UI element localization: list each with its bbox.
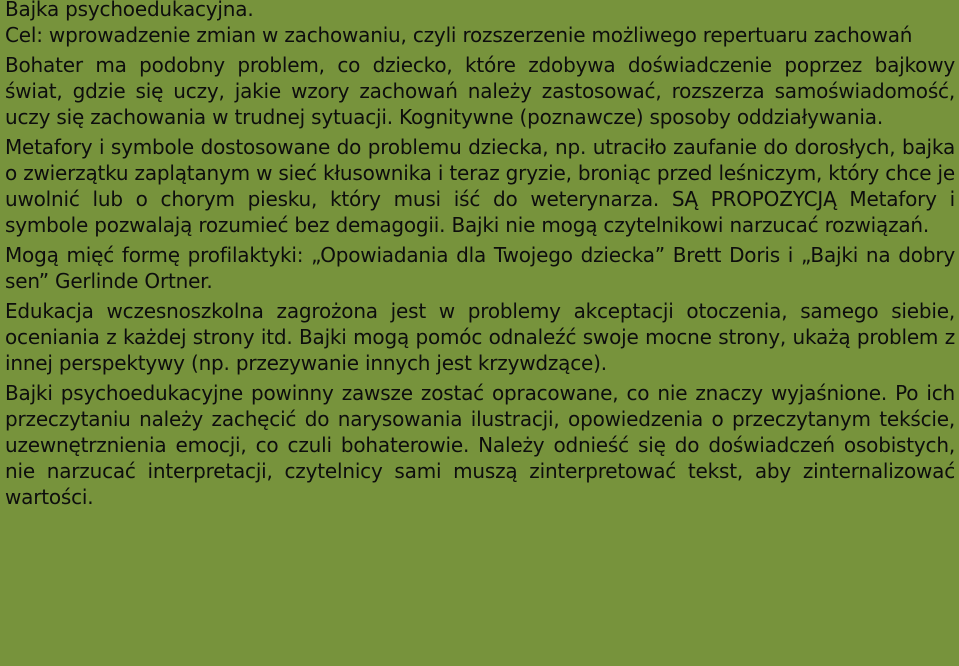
- paragraph-hero: Bohater ma podobny problem, co dziecko, które zdobywa doświadczenie poprzez bajkowy świat, gdzie się uczy, jakie wzory zachowań należy zastosować, rozszerza samoświadomość, uczy się zachowania w trudnej sytuacji. Kognitywne (poznawcze) sposoby oddziaływania.: [5, 53, 955, 129]
- slide-title: Bajka psychoedukacyjna.: [5, 0, 254, 21]
- paragraph-prevention: Mogą mięć formę profilaktyki: „Opowiadania dla Twojego dziecka” Brett Doris i „Bajki na dobry sen” Gerlinde Ortner.: [5, 243, 955, 293]
- paragraph-education: Edukacja wczesnoszkolna zagrożona jest w problemy akceptacji otoczenia, samego siebie, oceniania z każdej strony itd. Bajki mogą pomóc odnaleźć swoje mocne strony, ukażą problem z innej perspektywy (np. przezywanie innych jest krzywdzące).: [5, 299, 955, 375]
- paragraph-processing: Bajki psychoedukacyjne powinny zawsze zostać opracowane, co nie znaczy wyjaśnione. Po ich przeczytaniu należy zachęcić do narysowania ilustracji, opowiedzenia o przeczytanym tekście, uzewnętrznienia emocji, co czuli bohaterowie. Należy odnieść się do doświadczeń osobistych, nie narzucać interpretacji, czytelnicy sami muszą zinterpretować tekst, aby zinternalizować wartości.: [5, 381, 955, 509]
- paragraph-metaphors: Metafory i symbole dostosowane do problemu dziecka, np. utraciło zaufanie do dorosłych, bajka o zwierzątku zaplątanym w sieć kłusownika i teraz gryzie, broniąc przed leśniczym, który chce je uwolnić lub o chorym piesku, który musi iść do weterynarza. SĄ PROPOZYCJĄ Metafory i symbole pozwalają rozumieć bez demagogii. Bajki nie mogą czytelnikowi narzucać rozwiązań.: [5, 135, 955, 237]
- paragraph-goal: Cel: wprowadzenie zmian w zachowaniu, czyli rozszerzenie możliwego repertuaru zachowań: [5, 23, 913, 47]
- slide-content: [5, 0, 955, 666]
